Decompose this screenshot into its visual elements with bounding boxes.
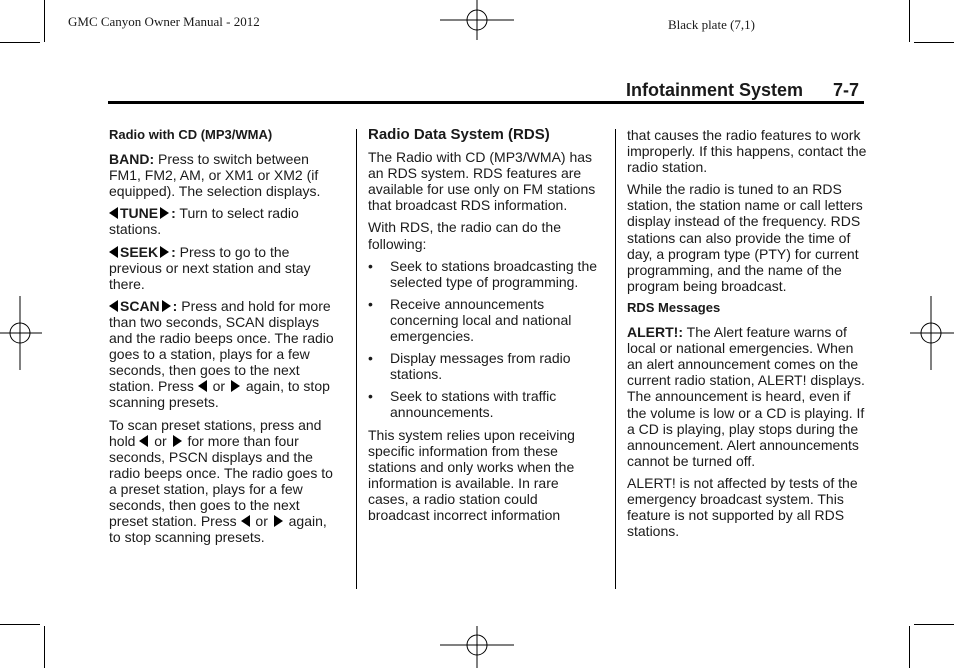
paragraph: ALERT! is not affected by tests of the emergency broadcast system. This feature is not supported by all RDS stations. (627, 474, 858, 540)
right-arrow-icon (160, 246, 169, 258)
column-divider (615, 129, 616, 589)
colon: : (171, 243, 176, 260)
list-item: • Seek to stations with traffic announcements. (368, 388, 598, 420)
preset-text: again, to stop scanning presets. (109, 513, 327, 546)
column-divider (356, 129, 357, 589)
scan-paragraph (109, 298, 341, 411)
left-arrow-icon (109, 207, 118, 219)
or-text: or (150, 432, 171, 449)
header-rule (108, 101, 864, 104)
right-arrow-icon (160, 207, 169, 219)
left-arrow-icon (198, 380, 207, 392)
band-label: BAND: (109, 151, 155, 168)
plate-label: Black plate (7,1) (668, 17, 755, 32)
scan-text: again, to stop scanning presets. (109, 378, 330, 411)
or-text: or (208, 378, 229, 395)
band-text: Press to switch between FM1, FM2, AM, or XM1 or XM2 (if equipped). The selection displays. (109, 151, 321, 200)
paragraph: With RDS, the radio can do the following: (368, 219, 561, 252)
tune-label: TUNE (120, 205, 159, 222)
left-arrow-icon (241, 515, 250, 527)
page-number: 7-7 (833, 80, 860, 100)
preset-paragraph (109, 417, 341, 546)
crop-mark (44, 626, 45, 668)
crop-mark (44, 0, 45, 42)
left-arrow-icon (109, 246, 118, 258)
tune-paragraph (109, 205, 341, 237)
scan-label: SCAN (120, 297, 160, 314)
crop-mark (909, 626, 910, 668)
crop-mark (914, 42, 954, 43)
section-heading: Radio Data System (RDS) (368, 126, 550, 143)
colon: : (171, 205, 176, 222)
list-item: • Receive announcements concerning local and national emergencies. (368, 296, 598, 344)
paragraph: that causes the radio features to work improperly. If this happens, contact the radio station. (627, 127, 867, 176)
paragraph: The Radio with CD (MP3/WMA) has an RDS system. RDS features are available for use only on FM stations that broadcast RDS information. (368, 149, 596, 214)
list-item: • Seek to stations broadcasting the selected type of programming. (368, 258, 598, 290)
colon: : (172, 297, 178, 314)
subheading: Radio with CD (MP3/WMA) (109, 127, 273, 142)
preset-text: for more than four seconds, PSCN displays and the radio beeps once. The radio goes to a preset station, plays for a few seconds, then goes to the next preset station. Press (109, 432, 333, 530)
alert-text: The Alert feature warns of local or national emergencies. When an alert announcement comes on the current radio station, ALERT! displays. The announcement is heard, even if the volume is low or a CD is playing. If a CD is playing, play stops during the announcement. Alert announcements cannot be turned off. (627, 324, 865, 469)
tune-text: Turn to select radio stations. (109, 205, 299, 238)
crop-mark (909, 0, 910, 42)
crop-mark (0, 42, 40, 43)
crop-mark (914, 624, 954, 625)
crop-mark (0, 624, 40, 625)
or-text: or (251, 513, 272, 530)
scan-text: Press and hold for more than two seconds, SCAN displays and the radio beeps once. The radio goes to a station, plays for a few seconds, then goes to the next station. Press (109, 297, 334, 395)
paragraph: While the radio is tuned to an RDS station, the station name or call letters display instead of the frequency. RDS stations can also provide the time of day, a program type (PTY) for current programming, and the name of the program being broadcast. (627, 181, 863, 294)
alert-paragraph (627, 324, 867, 469)
registration-mark-icon (440, 0, 514, 44)
right-arrow-icon (231, 380, 240, 392)
bullet-list (368, 258, 598, 421)
column-2 (368, 127, 598, 529)
alert-label: ALERT!: (627, 324, 683, 341)
subheading: RDS Messages (627, 299, 721, 315)
paragraph: This system relies upon receiving specific information from these stations and only works when the information is available. In rare cases, a radio station could broadcast incorrect information (368, 426, 575, 523)
column-1 (109, 127, 341, 551)
registration-mark-icon (910, 296, 954, 370)
right-arrow-icon (274, 515, 283, 527)
preset-text: To scan preset stations, press and hold (109, 416, 322, 449)
seek-text: Press to go to the previous or next station and stay there. (109, 243, 311, 292)
left-arrow-icon (109, 300, 118, 312)
registration-mark-icon (440, 626, 514, 668)
registration-mark-icon (0, 296, 42, 370)
section-title: Infotainment System (626, 80, 804, 100)
list-item: • Display messages from radio stations. (368, 350, 598, 382)
document-title: GMC Canyon Owner Manual - 2012 (68, 14, 260, 29)
right-arrow-icon (162, 300, 171, 312)
seek-paragraph (109, 244, 341, 292)
seek-label: SEEK (120, 243, 159, 260)
right-arrow-icon (173, 435, 182, 447)
section-header (626, 80, 859, 101)
left-arrow-icon (139, 435, 148, 447)
band-paragraph (109, 151, 341, 199)
column-3 (627, 127, 867, 545)
